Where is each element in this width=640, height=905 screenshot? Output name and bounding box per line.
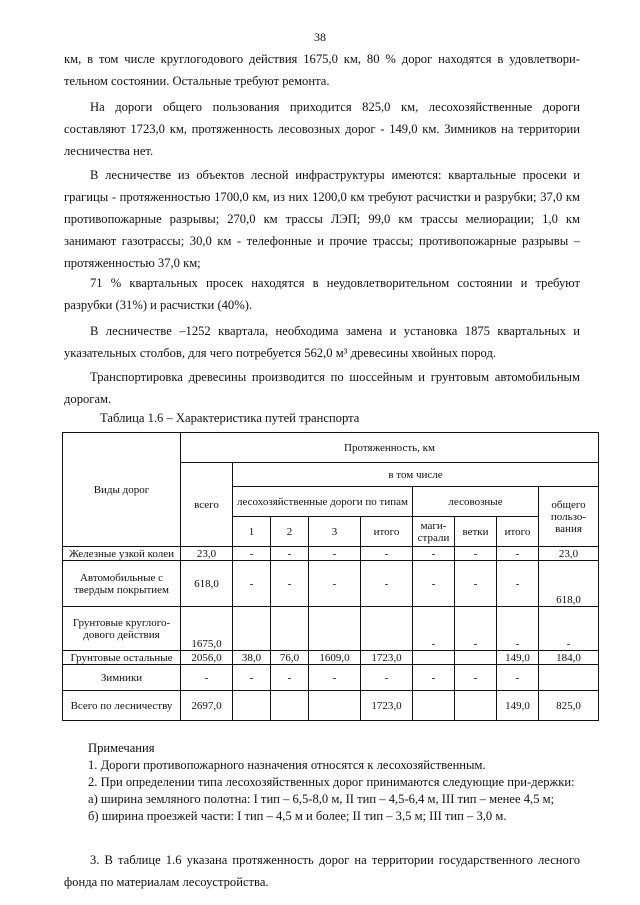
cell-lg-total: - bbox=[497, 561, 539, 607]
header-main: маги-страли bbox=[413, 517, 455, 547]
cell-public: - bbox=[539, 607, 599, 651]
cell-main: - bbox=[413, 547, 455, 561]
cell-lg-total: - bbox=[497, 607, 539, 651]
notes-block bbox=[64, 740, 580, 825]
header-total: всего bbox=[181, 463, 233, 547]
header-forest-mgmt: лесохозяйственные дороги по типам bbox=[233, 487, 413, 517]
cell-t3: - bbox=[309, 665, 361, 691]
paragraph-6: Транспортировка древесины производится по шоссейным и грунтовым автомобильным дорогам. bbox=[64, 370, 580, 406]
header-public: общего пользо-вания bbox=[539, 487, 599, 547]
cell-t1 bbox=[233, 691, 271, 721]
header-logging: лесовозные bbox=[413, 487, 539, 517]
cell-t3: - bbox=[309, 547, 361, 561]
cell-t3 bbox=[309, 607, 361, 651]
header-type-2: 2 bbox=[271, 517, 309, 547]
cell-t2: - bbox=[271, 665, 309, 691]
cell-t1: 38,0 bbox=[233, 651, 271, 665]
row-name: Всего по лесничеству bbox=[63, 691, 181, 721]
cell-t2: 76,0 bbox=[271, 651, 309, 665]
cell-total: 1675,0 bbox=[181, 607, 233, 651]
cell-branches: - bbox=[455, 561, 497, 607]
table-row bbox=[63, 691, 599, 721]
cell-lg-total: 149,0 bbox=[497, 691, 539, 721]
cell-main bbox=[413, 651, 455, 665]
cell-main: - bbox=[413, 561, 455, 607]
cell-branches bbox=[455, 651, 497, 665]
cell-lg-total: - bbox=[497, 665, 539, 691]
cell-public: 825,0 bbox=[539, 691, 599, 721]
row-name: Грунтовые остальные bbox=[63, 651, 181, 665]
cell-fm-total: 1723,0 bbox=[361, 691, 413, 721]
note-2: 2. При определении типа лесохозяйственных дорог принимаются следующие при-держки: bbox=[88, 775, 575, 789]
cell-public bbox=[539, 665, 599, 691]
cell-total: 2697,0 bbox=[181, 691, 233, 721]
table-row bbox=[63, 561, 599, 607]
cell-t3: - bbox=[309, 561, 361, 607]
cell-total: - bbox=[181, 665, 233, 691]
note-3: 3. В таблице 1.6 указана протяженность дорог на территории государственного лесного фонда по материалам лесоустройства. bbox=[64, 853, 580, 889]
cell-t1: - bbox=[233, 665, 271, 691]
cell-t1 bbox=[233, 607, 271, 651]
row-name: Автомобильные с твердым покрытием bbox=[63, 561, 181, 607]
cell-t3: 1609,0 bbox=[309, 651, 361, 665]
row-name: Железные узкой колеи bbox=[63, 547, 181, 561]
cell-total: 23,0 bbox=[181, 547, 233, 561]
notes-title: Примечания bbox=[88, 741, 155, 755]
paragraph-3: В лесничестве из объектов лесной инфраструктуры имеются: квартальные просеки и грагицы - протяженностью 1700,0 км, из них 1200,0 км требуют расчистки и разрубки; 37,0 км противопожарные разрывы; 270,0 км трассы ЛЭП; 99,0 км трассы мелиорации; 1,0 км занимают газотрассы; 30,0 км - телефонные и прочие трассы; противопожарные разрывы – протяженностью 37,0 км; bbox=[64, 168, 580, 270]
cell-fm-total: - bbox=[361, 547, 413, 561]
cell-fm-total bbox=[361, 607, 413, 651]
header-type-3: 3 bbox=[309, 517, 361, 547]
cell-t1: - bbox=[233, 547, 271, 561]
paragraph-2: На дороги общего пользования приходится 825,0 км, лесохозяйственные дороги составляют 1723,0 км, протяженность лесовозных дорог - 149,0 км. Зимников на территории лесничества нет. bbox=[64, 100, 580, 158]
page-number: 38 bbox=[314, 30, 326, 44]
cell-public: 23,0 bbox=[539, 547, 599, 561]
row-name: Грунтовые круглого-дового действия bbox=[63, 607, 181, 651]
header-type-1: 1 bbox=[233, 517, 271, 547]
paragraph-4: 71 % квартальных просек находятся в неудовлетворительном состоянии и требуют разрубки (31%) и расчистки (40%). bbox=[64, 276, 580, 312]
table-row bbox=[63, 665, 599, 691]
cell-public: 618,0 bbox=[539, 561, 599, 607]
cell-branches: - bbox=[455, 547, 497, 561]
cell-t2 bbox=[271, 607, 309, 651]
cell-branches bbox=[455, 691, 497, 721]
header-including: в том числе bbox=[233, 463, 599, 487]
cell-main: - bbox=[413, 607, 455, 651]
table-row bbox=[63, 651, 599, 665]
cell-t2: - bbox=[271, 561, 309, 607]
cell-t2: - bbox=[271, 547, 309, 561]
header-fm-total: итого bbox=[361, 517, 413, 547]
cell-t3 bbox=[309, 691, 361, 721]
row-name: Зимники bbox=[63, 665, 181, 691]
cell-main: - bbox=[413, 665, 455, 691]
cell-lg-total: - bbox=[497, 547, 539, 561]
table-row bbox=[63, 607, 599, 651]
header-kind: Виды дорог bbox=[63, 433, 181, 547]
cell-total: 2056,0 bbox=[181, 651, 233, 665]
header-length: Протяженность, км bbox=[181, 433, 599, 463]
note-2b: б) ширина проезжей части: I тип – 4,5 м и более; II тип – 3,5 м; III тип – 3,0 м. bbox=[88, 809, 507, 823]
header-lg-total: итого bbox=[497, 517, 539, 547]
table-row bbox=[63, 547, 599, 561]
cell-public: 184,0 bbox=[539, 651, 599, 665]
cell-total: 618,0 bbox=[181, 561, 233, 607]
table-caption: Таблица 1.6 – Характеристика путей транспорта bbox=[100, 411, 360, 425]
cell-lg-total: 149,0 bbox=[497, 651, 539, 665]
note-1: 1. Дороги противопожарного назначения относятся к лесохозяйственным. bbox=[88, 758, 486, 772]
cell-t2 bbox=[271, 691, 309, 721]
cell-branches: - bbox=[455, 607, 497, 651]
cell-t1: - bbox=[233, 561, 271, 607]
cell-fm-total: 1723,0 bbox=[361, 651, 413, 665]
note-2a: а) ширина земляного полотна: I тип – 6,5-8,0 м, II тип – 4,5-6,4 м, III тип – менее 4,5 м; bbox=[88, 792, 555, 806]
cell-main bbox=[413, 691, 455, 721]
header-branches: ветки bbox=[455, 517, 497, 547]
paragraph-5: В лесничестве –1252 квартала, необходима замена и установка 1875 квартальных и указательных столбов, для чего потребуется 562,0 м³ древесины хвойных пород. bbox=[64, 324, 580, 360]
cell-fm-total: - bbox=[361, 561, 413, 607]
cell-branches: - bbox=[455, 665, 497, 691]
paragraph-1: км, в том числе круглогодового действия 1675,0 км, 80 % дорог находятся в удовлетвори-тельном состоянии. Остальные требуют ремонта. bbox=[64, 52, 580, 88]
transport-table bbox=[62, 432, 599, 721]
cell-fm-total: - bbox=[361, 665, 413, 691]
